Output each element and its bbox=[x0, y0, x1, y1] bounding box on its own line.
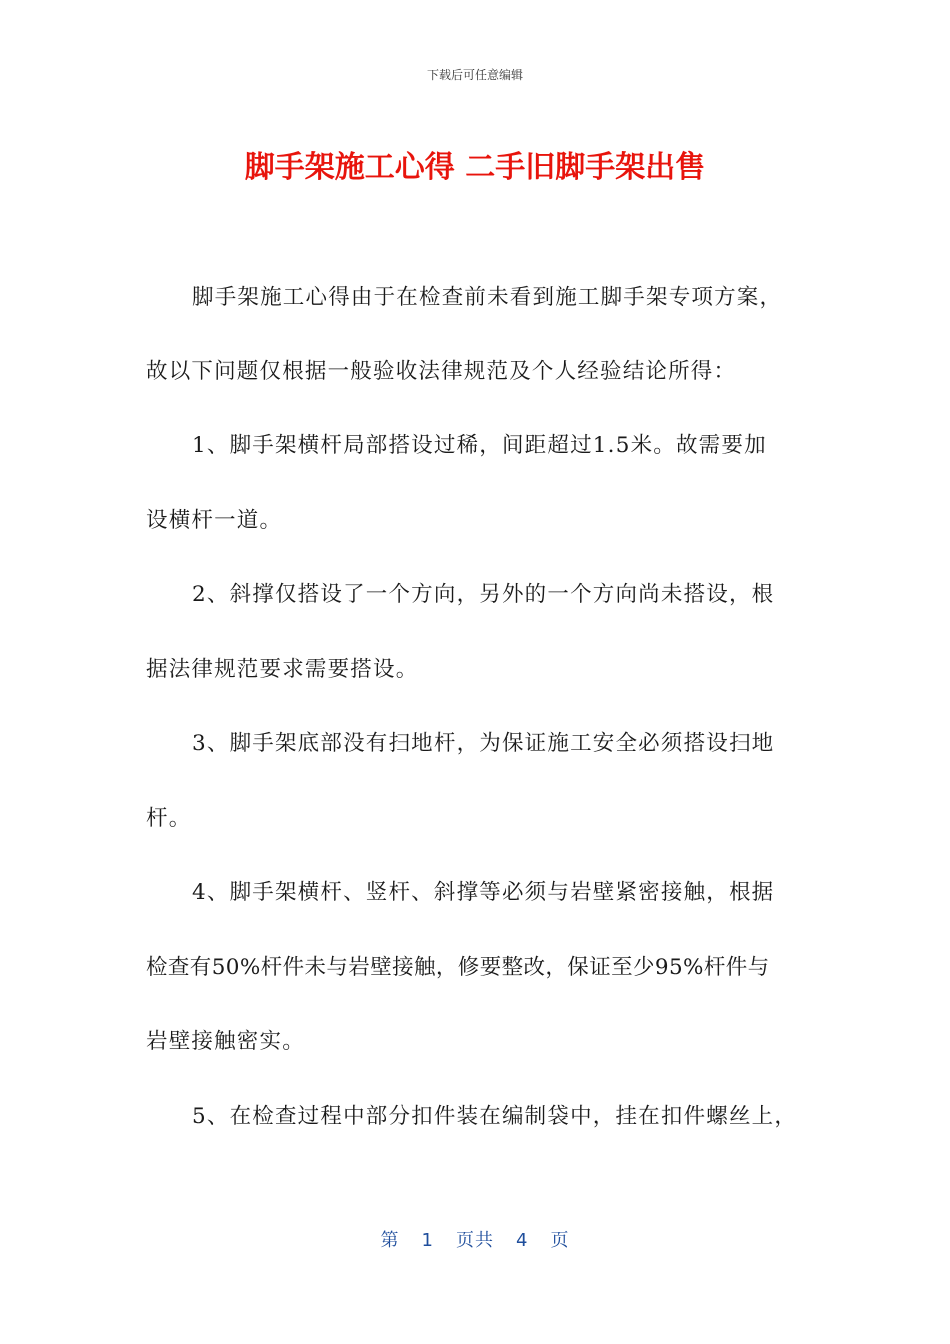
page-footer bbox=[0, 1226, 950, 1252]
footer-middle: 页共 bbox=[456, 1230, 494, 1251]
paragraph-line: 3、脚手架底部没有扫地杆，为保证施工安全必须搭设扫地 bbox=[192, 731, 775, 756]
paragraph-line: 故以下问题仅根据一般验收法律规范及个人经验结论所得： bbox=[146, 359, 737, 384]
document-title: 脚手架施工心得 二手旧脚手架出售 bbox=[244, 150, 706, 185]
paragraph-line: 设横杆一道。 bbox=[146, 508, 283, 533]
paragraph-line: 4、脚手架横杆、竖杆、斜撑等必须与岩壁紧密接触，根据 bbox=[192, 880, 775, 905]
page-number: 1 bbox=[421, 1230, 434, 1251]
total-pages: 4 bbox=[516, 1230, 529, 1251]
paragraph-line: 据法律规范要求需要搭设。 bbox=[146, 657, 419, 682]
header-note: 下载后可任意编辑 bbox=[426, 68, 523, 82]
paragraph-line: 杆。 bbox=[146, 806, 192, 831]
paragraph-line: 脚手架施工心得由于在检查前未看到施工脚手架专项方案， bbox=[192, 285, 783, 310]
paragraph-line: 5、在检查过程中部分扣件装在编制袋中，挂在扣件螺丝上， bbox=[192, 1104, 798, 1129]
paragraph-line: 1、脚手架横杆局部搭设过稀，间距超过1.5米。故需要加 bbox=[192, 433, 767, 458]
paragraph-line: 岩壁接触密实。 bbox=[146, 1029, 305, 1054]
paragraph-line: 2、斜撑仅搭设了一个方向，另外的一个方向尚未搭设，根 bbox=[192, 582, 775, 607]
footer-prefix: 第 bbox=[380, 1230, 400, 1251]
footer-suffix: 页 bbox=[550, 1230, 570, 1251]
paragraph-line: 检查有50%杆件未与岩壁接触，修要整改，保证至少95%杆件与 bbox=[146, 955, 770, 980]
